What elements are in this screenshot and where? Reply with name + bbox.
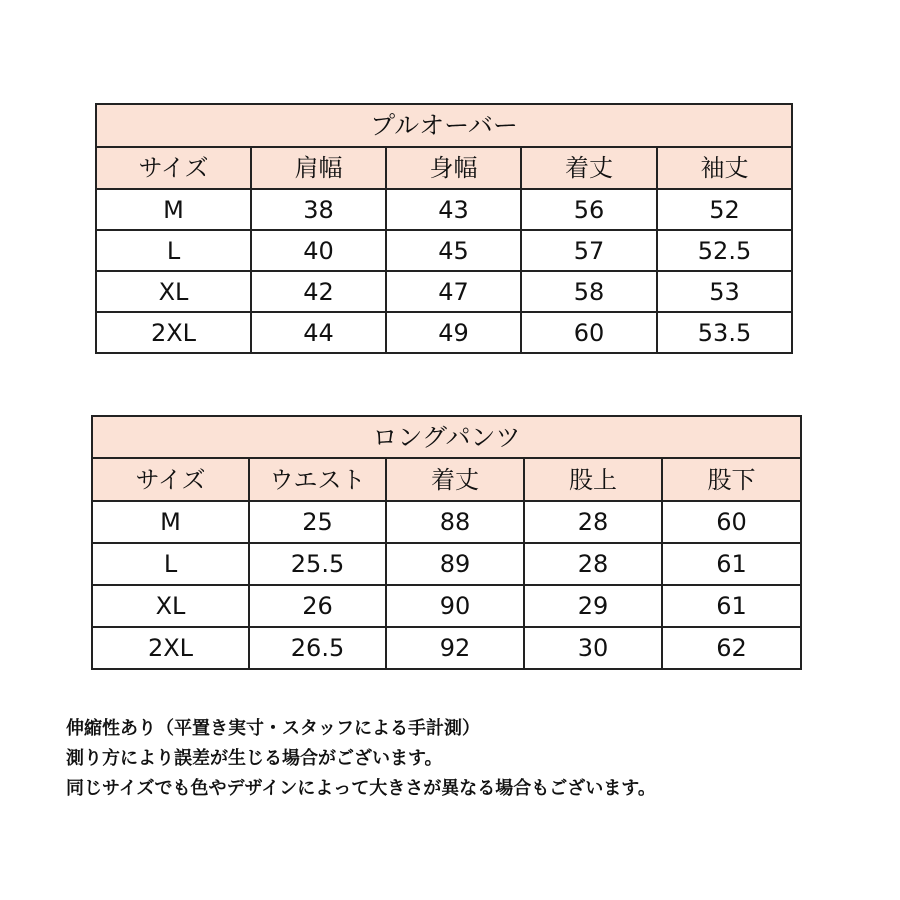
table-cell: M: [96, 189, 251, 230]
table-cell: 52: [657, 189, 792, 230]
table-cell: 30: [524, 627, 662, 669]
table-row: [92, 501, 801, 543]
table-cell: 61: [662, 543, 801, 585]
table-cell: 28: [524, 501, 662, 543]
table-cell: 61: [662, 585, 801, 627]
table-cell: 53: [657, 271, 792, 312]
table-cell: 42: [251, 271, 386, 312]
column-header-waist: ウエスト: [249, 458, 386, 501]
table-cell: 25: [249, 501, 386, 543]
column-header-body-width: 身幅: [386, 147, 521, 189]
table-cell: 29: [524, 585, 662, 627]
table-cell: XL: [92, 585, 249, 627]
table-cell: 45: [386, 230, 521, 271]
table-row: [96, 230, 792, 271]
table-cell: 53.5: [657, 312, 792, 353]
longpants-size-table: [91, 415, 802, 670]
table-row: [92, 585, 801, 627]
column-header-length: 着丈: [386, 458, 524, 501]
column-header-rise: 股上: [524, 458, 662, 501]
note-line: 伸縮性あり（平置き実寸・スタッフによる手計測）: [66, 718, 480, 739]
table-title-row: [92, 416, 801, 458]
table-cell: 40: [251, 230, 386, 271]
longpants-table-title: ロングパンツ: [92, 416, 801, 458]
column-header-inseam: 股下: [662, 458, 801, 501]
table-row: [92, 627, 801, 669]
column-header-length: 着丈: [521, 147, 657, 189]
table-cell: 26.5: [249, 627, 386, 669]
table-cell: 90: [386, 585, 524, 627]
table-cell: 44: [251, 312, 386, 353]
column-header-size: サイズ: [96, 147, 251, 189]
table-cell: M: [92, 501, 249, 543]
table-header-row: [92, 458, 801, 501]
table-cell: 57: [521, 230, 657, 271]
table-row: [96, 312, 792, 353]
table-cell: 60: [662, 501, 801, 543]
table-row: [96, 271, 792, 312]
pullover-size-table: [95, 103, 793, 354]
table-header-row: [96, 147, 792, 189]
table-cell: 26: [249, 585, 386, 627]
table-cell: 28: [524, 543, 662, 585]
table-cell: XL: [96, 271, 251, 312]
table-cell: 58: [521, 271, 657, 312]
table-cell: 43: [386, 189, 521, 230]
column-header-size: サイズ: [92, 458, 249, 501]
table-cell: 49: [386, 312, 521, 353]
table-row: [92, 543, 801, 585]
measurement-notes: [66, 714, 886, 804]
note-line: 測り方により誤差が生じる場合がございます。: [66, 748, 443, 769]
table-cell: 38: [251, 189, 386, 230]
table-cell: 2XL: [92, 627, 249, 669]
column-header-sleeve-length: 袖丈: [657, 147, 792, 189]
table-row: [96, 189, 792, 230]
table-cell: L: [92, 543, 249, 585]
pullover-table-title: プルオーバー: [96, 104, 792, 147]
table-cell: 2XL: [96, 312, 251, 353]
table-cell: 92: [386, 627, 524, 669]
table-cell: 62: [662, 627, 801, 669]
table-cell: 88: [386, 501, 524, 543]
table-cell: 56: [521, 189, 657, 230]
table-cell: 52.5: [657, 230, 792, 271]
table-cell: L: [96, 230, 251, 271]
table-cell: 25.5: [249, 543, 386, 585]
column-header-shoulder-width: 肩幅: [251, 147, 386, 189]
table-cell: 60: [521, 312, 657, 353]
table-cell: 89: [386, 543, 524, 585]
note-line: 同じサイズでも色やデザインによって大きさが異なる場合もございます。: [66, 778, 656, 799]
table-cell: 47: [386, 271, 521, 312]
table-title-row: [96, 104, 792, 147]
